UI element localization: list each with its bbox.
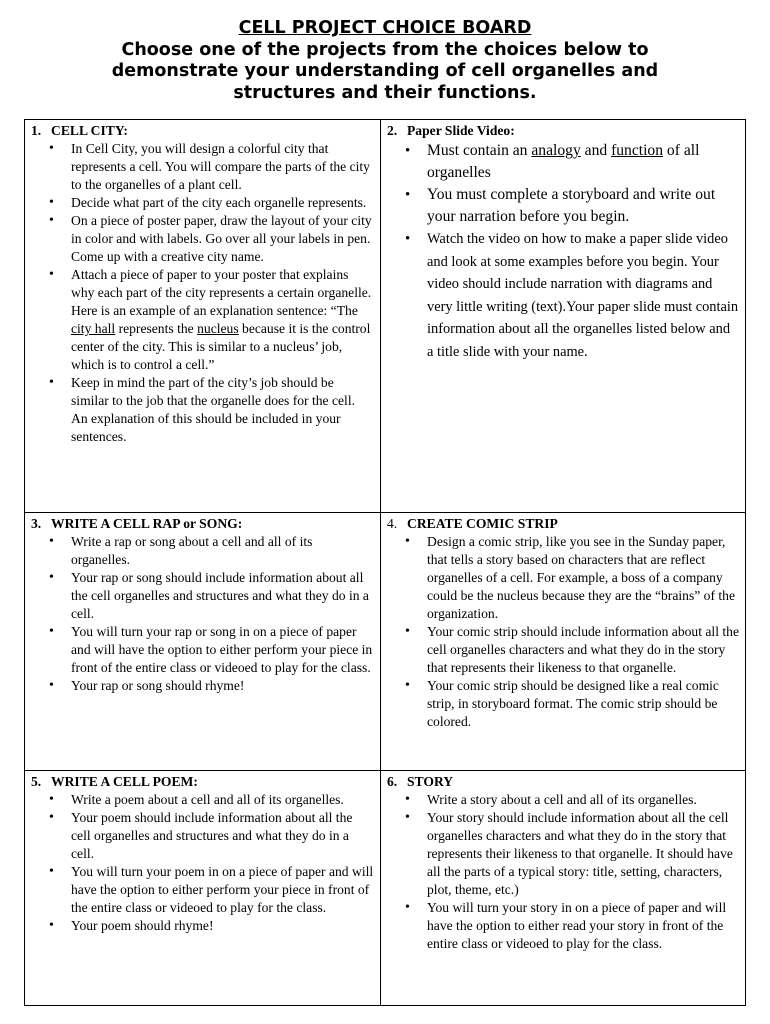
project-story (381, 771, 745, 1005)
page-title: CELL PROJECT CHOICE BOARD (238, 18, 532, 38)
list-item: • Write a story about a cell and all of its organelles. (427, 791, 739, 809)
list-item: • In Cell City, you will design a colorful city that represents a cell. You will compare the parts of the city to the organelles of a plant cell. (71, 140, 374, 194)
list-item: • You will turn your story in on a piece of paper and will have the option to either read your story in front of the entire class or videoed to play for the class. (427, 899, 739, 953)
project-number: 3. (31, 516, 42, 531)
project-paper-slide-video (381, 120, 745, 513)
list-item: • You will turn your poem in on a piece of paper and will have the option to either perform your piece in front of the entire class or videoed to play for the class. (71, 863, 374, 917)
text-run: of all organelles (427, 142, 700, 181)
project-heading (31, 773, 374, 791)
project-title: STORY (407, 774, 454, 789)
list-item: • Write a rap or song about a cell and all of its organelles. (71, 533, 374, 569)
list-item: • Keep in mind the part of the city’s job should be similar to the job that the organelle does for the cell. An explanation of this should be included in your sentences. (71, 374, 374, 446)
project-title: CELL CITY: (51, 123, 128, 138)
project-number: 4. (387, 516, 398, 531)
text-run: Attach a piece of paper to your poster that explains why each part of the city represents a certain organelle. Here is an example of an explanation sentence: “The (71, 267, 372, 318)
project-cell-rap-song (25, 513, 381, 771)
project-heading (31, 122, 374, 140)
list-item: • You must complete a storyboard and write out your narration before you begin. (427, 184, 739, 228)
list-item: • Write a poem about a cell and all of its organelles. (71, 791, 374, 809)
page-header (0, 18, 770, 104)
list-item: • Your poem should include information about all the cell organelles and structures and what they do in a cell. (71, 809, 374, 863)
project-title: Paper Slide Video: (407, 123, 515, 138)
underlined-term: analogy (531, 142, 581, 159)
list-item: • Design a comic strip, like you see in the Sunday paper, that tells a story based on characters that are reflect organelles of a cell. For example, a boss of a company could be the nucleus because they are the “brains” of the organization. (427, 533, 739, 623)
underlined-term: function (611, 142, 664, 159)
project-title: WRITE A CELL POEM: (51, 774, 198, 789)
choice-board-table (24, 119, 746, 1006)
project-title: CREATE COMIC STRIP (407, 516, 558, 531)
list-item: • You will turn your rap or song in on a piece of paper and will have the option to either perform your piece in front of the entire class or videoed to play for the class. (71, 623, 374, 677)
list-item: • Your story should include information about all the cell organelles characters and what they do in the story that represents their likeness to that organelle. It should have all the parts of a typical story: title, setting, characters, plot, theme, etc.) (427, 809, 739, 899)
project-number: 5. (31, 774, 42, 789)
project-title: WRITE A CELL RAP or SONG: (51, 516, 243, 531)
project-bullet-list (31, 140, 374, 446)
text-run: represents the (115, 321, 198, 336)
project-bullet-list (31, 533, 374, 695)
project-number: 1. (31, 123, 42, 138)
project-bullet-list (387, 140, 739, 363)
text-run: because it is the control center of the city. This is similar to a nucleus’ job, which is to control a cell.” (71, 321, 371, 372)
project-number: 2. (387, 123, 398, 138)
list-item (71, 266, 374, 374)
project-cell-poem (25, 771, 381, 1005)
project-heading (387, 515, 739, 533)
list-item: • Your comic strip should include information about all the cell organelles characters and what they do in the story that represents their likeness to that organelle. (427, 623, 739, 677)
project-cell-city (25, 120, 381, 513)
list-item: • Watch the video on how to make a paper slide video and look at some examples before you begin. Your video should include narration with diagrams and very little writing (text).Your paper slide must contain information about all the organelles listed below and a title slide with your name. (427, 228, 739, 363)
underlined-term: city hall (71, 321, 116, 336)
instructions-line-3: structures and their functions. (233, 82, 537, 103)
list-item: • Your rap or song should rhyme! (71, 677, 374, 695)
list-item: • Your comic strip should be designed like a real comic strip, in storyboard format. The comic strip should be colored. (427, 677, 739, 731)
list-item: • On a piece of poster paper, draw the layout of your city in color and with labels. Go over all your labels in pen. Come up with a creative city name. (71, 212, 374, 266)
text-run: Must contain an (427, 142, 532, 159)
instructions-line-2: demonstrate your understanding of cell organelles and (111, 61, 659, 81)
project-comic-strip (381, 513, 745, 771)
underlined-term: nucleus (197, 321, 239, 336)
list-item: • Your rap or song should include information about all the cell organelles and structures and what they do in a cell. (71, 569, 374, 623)
project-bullet-list (387, 533, 739, 731)
text-run: and (580, 142, 612, 159)
project-bullet-list (387, 791, 739, 953)
project-number: 6. (387, 774, 398, 789)
list-item: • Your poem should rhyme! (71, 917, 374, 935)
project-heading (387, 122, 739, 140)
project-bullet-list (31, 791, 374, 935)
list-item: • Decide what part of the city each organelle represents. (71, 194, 374, 212)
instructions-line-1: Choose one of the projects from the choices below to (121, 39, 649, 60)
project-heading (387, 773, 739, 791)
project-heading (31, 515, 374, 533)
list-item (427, 140, 739, 184)
